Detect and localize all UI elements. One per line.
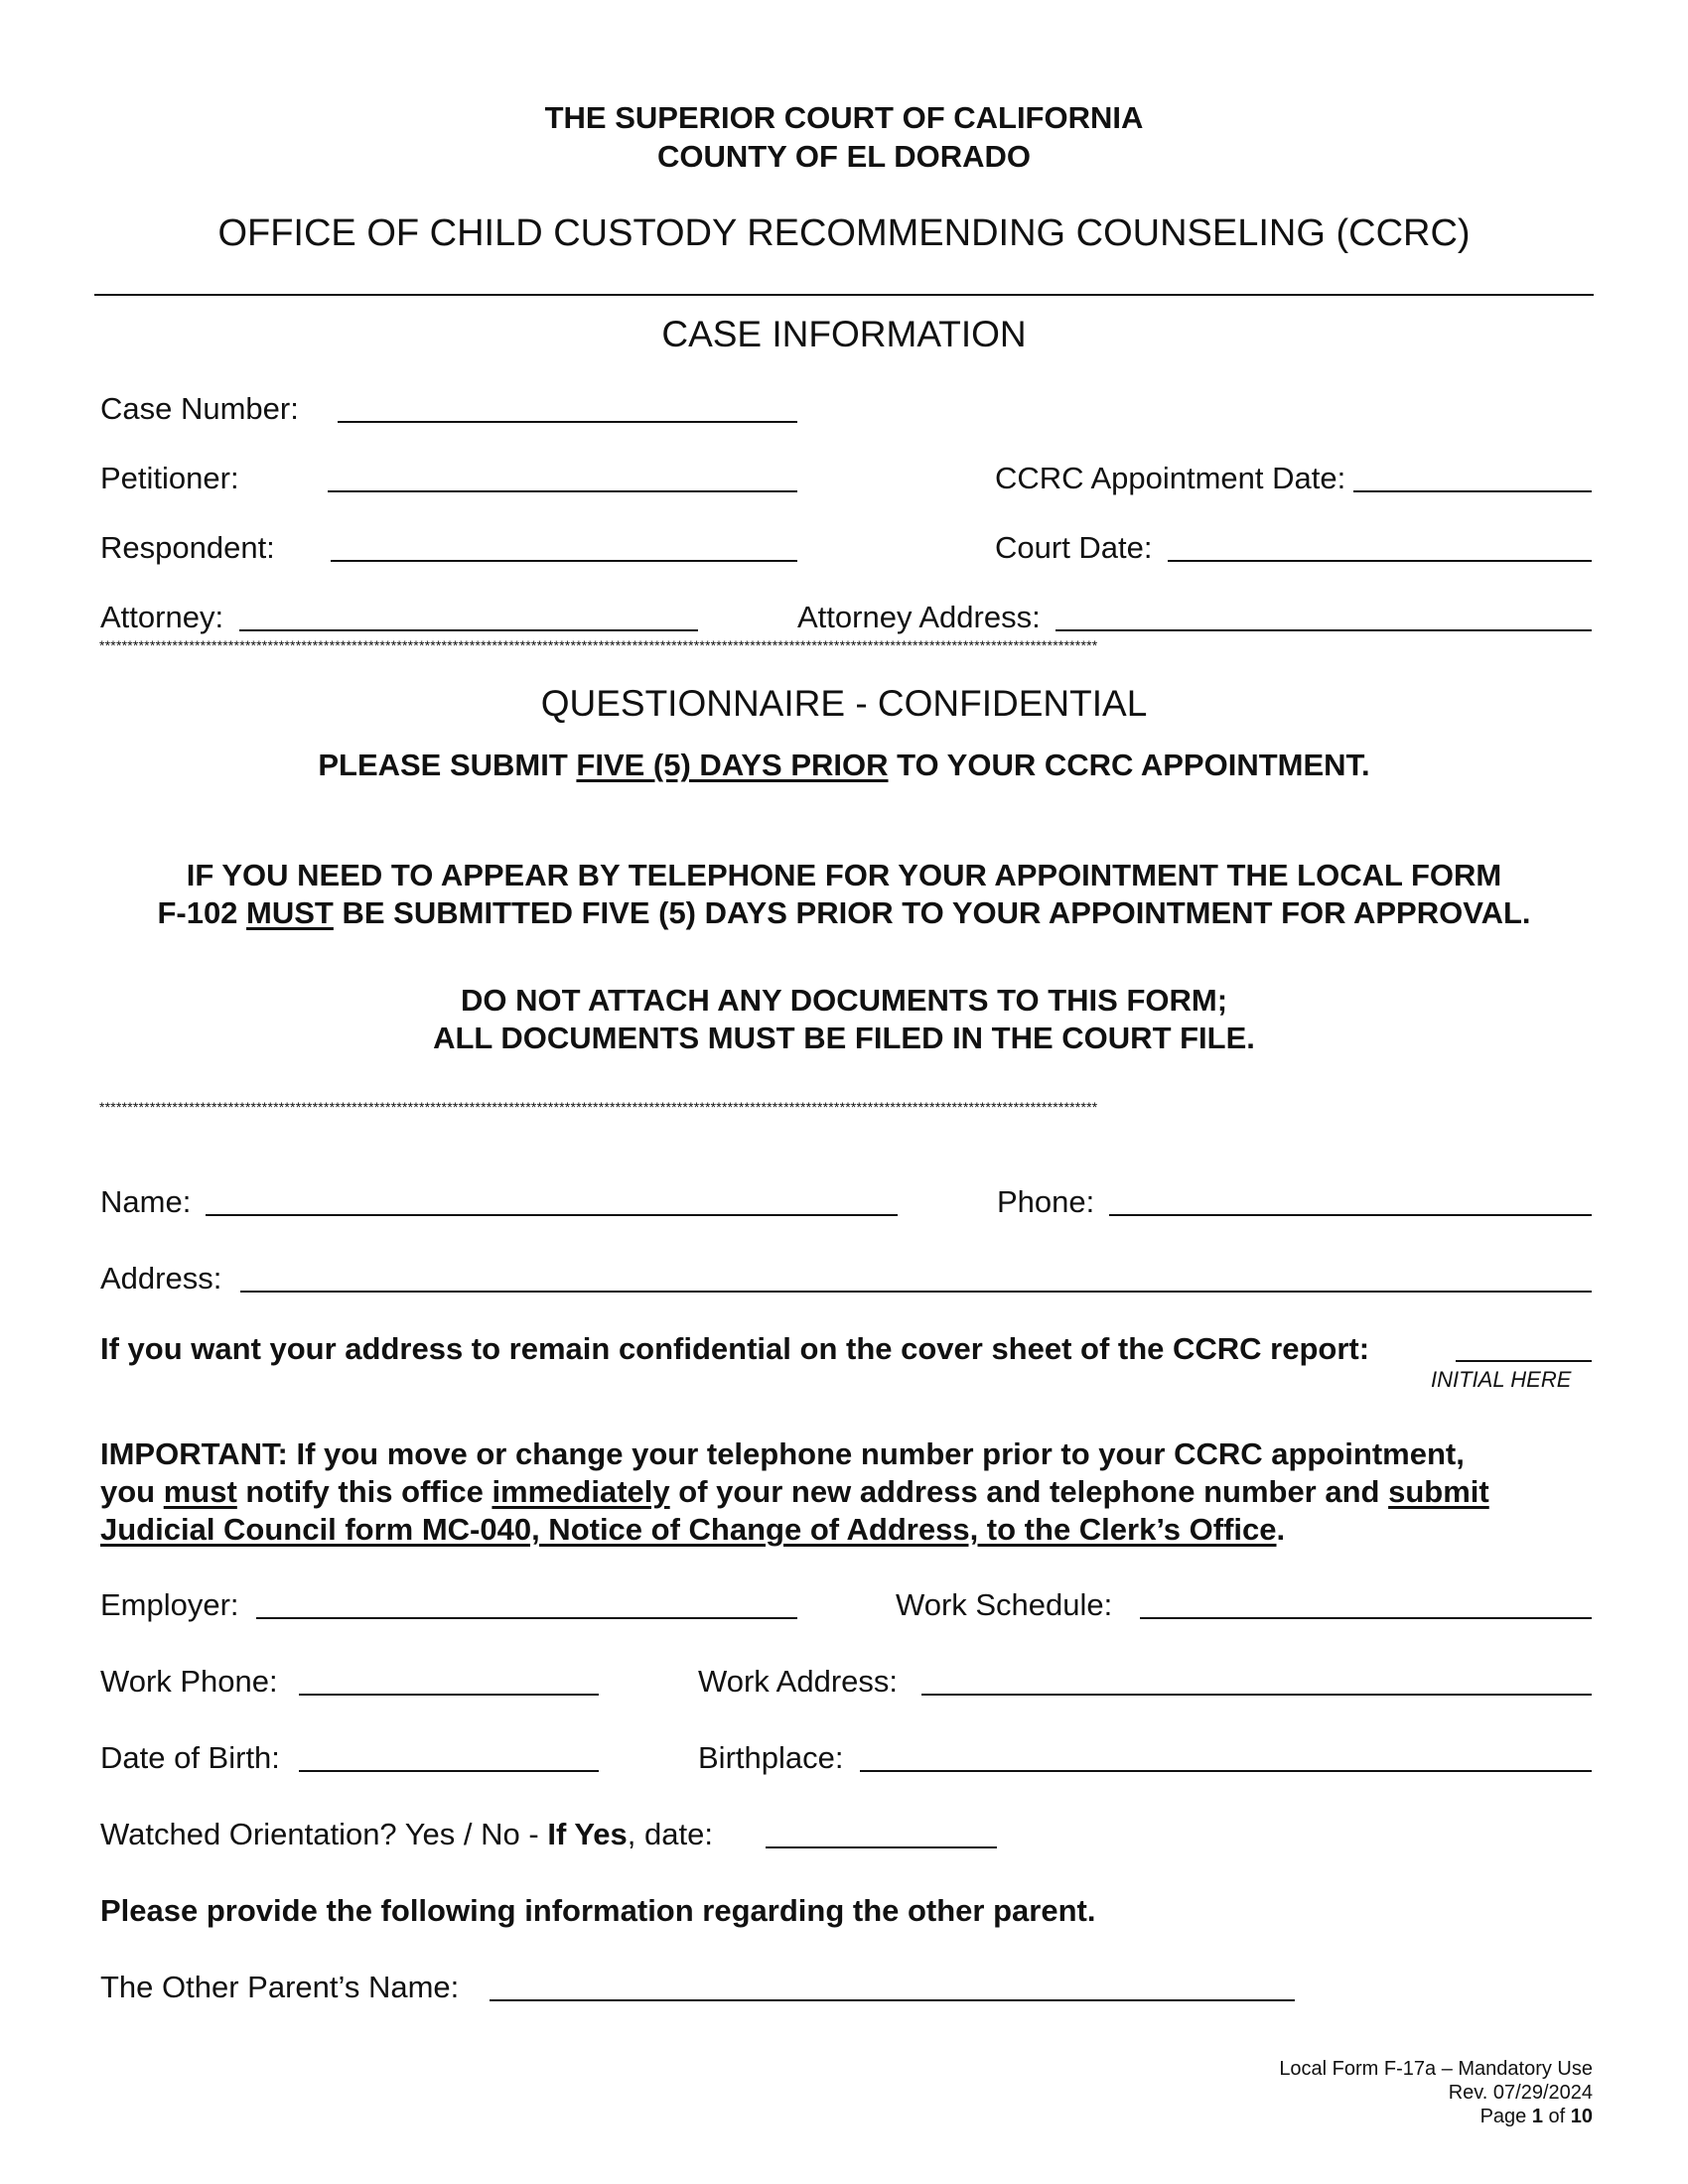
work-phone-label: Work Phone: <box>100 1664 278 1699</box>
asterisk-separator-top: ********************************************************************************************************************************************************************************** <box>99 638 1098 652</box>
orientation-date-field[interactable] <box>766 1846 997 1848</box>
asterisk-separator-bottom: ********************************************************************************************************************************************************************************** <box>99 1100 1098 1114</box>
confidential-address-text: If you want your address to remain confidential on the cover sheet of the CCRC report: <box>100 1331 1370 1366</box>
form-number: Local Form F-17a – Mandatory Use <box>1279 2058 1593 2080</box>
petitioner-label: Petitioner: <box>100 461 239 495</box>
attorney-address-field[interactable] <box>1055 629 1592 631</box>
attorney-label: Attorney: <box>100 600 224 634</box>
other-parent-intro: Please provide the following information regarding the other parent. <box>100 1893 1096 1928</box>
court-name: THE SUPERIOR COURT OF CALIFORNIA <box>544 100 1144 135</box>
phone-label: Phone: <box>997 1184 1095 1219</box>
work-address-label: Work Address: <box>698 1664 899 1699</box>
respondent-label: Respondent: <box>100 530 275 565</box>
address-field[interactable] <box>240 1291 1592 1293</box>
work-address-field[interactable] <box>921 1694 1592 1696</box>
submit-notice: PLEASE SUBMIT FIVE (5) DAYS PRIOR TO YOUR CCRC APPOINTMENT. <box>318 748 1370 782</box>
employer-field[interactable] <box>256 1617 797 1619</box>
telephone-notice-line1: IF YOU NEED TO APPEAR BY TELEPHONE FOR YOUR APPOINTMENT THE LOCAL FORM <box>186 858 1502 892</box>
page-number: Page 1 of 10 <box>1479 2106 1593 2127</box>
header-divider <box>94 294 1594 296</box>
name-label: Name: <box>100 1184 192 1219</box>
date-of-birth-label: Date of Birth: <box>100 1740 280 1775</box>
important-notice-line3: Judicial Council form MC-040, Notice of Change of Address, to the Clerk’s Office. <box>100 1512 1286 1547</box>
attorney-address-label: Attorney Address: <box>797 600 1041 634</box>
questionnaire-title: QUESTIONNAIRE - CONFIDENTIAL <box>540 683 1148 724</box>
petitioner-field[interactable] <box>328 490 797 492</box>
case-number-field[interactable] <box>338 421 797 423</box>
work-schedule-field[interactable] <box>1140 1617 1592 1619</box>
county-name: COUNTY OF EL DORADO <box>656 139 1032 174</box>
address-label: Address: <box>100 1261 222 1296</box>
revision-date: Rev. 07/29/2024 <box>1448 2082 1593 2104</box>
attorney-field[interactable] <box>239 629 698 631</box>
court-date-label: Court Date: <box>995 530 1153 565</box>
other-parent-name-label: The Other Parent’s Name: <box>100 1970 460 2004</box>
telephone-notice-line2: F-102 MUST BE SUBMITTED FIVE (5) DAYS PRIOR TO YOUR APPOINTMENT FOR APPROVAL. <box>157 895 1531 930</box>
confidential-initial-field[interactable] <box>1456 1360 1592 1362</box>
documents-notice-line1: DO NOT ATTACH ANY DOCUMENTS TO THIS FORM; <box>460 983 1228 1018</box>
ccrc-appointment-date-label: CCRC Appointment Date: <box>995 461 1346 495</box>
work-phone-field[interactable] <box>299 1694 599 1696</box>
case-number-label: Case Number: <box>100 391 299 426</box>
birthplace-label: Birthplace: <box>698 1740 844 1775</box>
initial-here-caption: INITIAL HERE <box>1431 1367 1572 1392</box>
other-parent-name-field[interactable] <box>490 1999 1295 2001</box>
case-information-title: CASE INFORMATION <box>661 314 1027 354</box>
office-title: OFFICE OF CHILD CUSTODY RECOMMENDING COUNSELING (CCRC) <box>217 212 1471 254</box>
birthplace-field[interactable] <box>860 1770 1592 1772</box>
orientation-question: Watched Orientation? Yes / No - If Yes, date: <box>100 1817 713 1851</box>
documents-notice-line2: ALL DOCUMENTS MUST BE FILED IN THE COURT FILE. <box>433 1021 1255 1055</box>
important-notice-line2: you must notify this office immediately of your new address and telephone number and submit <box>100 1474 1489 1509</box>
phone-field[interactable] <box>1109 1214 1592 1216</box>
ccrc-appointment-date-field[interactable] <box>1353 490 1592 492</box>
work-schedule-label: Work Schedule: <box>896 1587 1113 1622</box>
respondent-field[interactable] <box>331 560 797 562</box>
date-of-birth-field[interactable] <box>299 1770 599 1772</box>
court-date-field[interactable] <box>1168 560 1592 562</box>
name-field[interactable] <box>206 1214 898 1216</box>
important-notice-line1: IMPORTANT: If you move or change your telephone number prior to your CCRC appointment, <box>100 1436 1465 1471</box>
employer-label: Employer: <box>100 1587 239 1622</box>
